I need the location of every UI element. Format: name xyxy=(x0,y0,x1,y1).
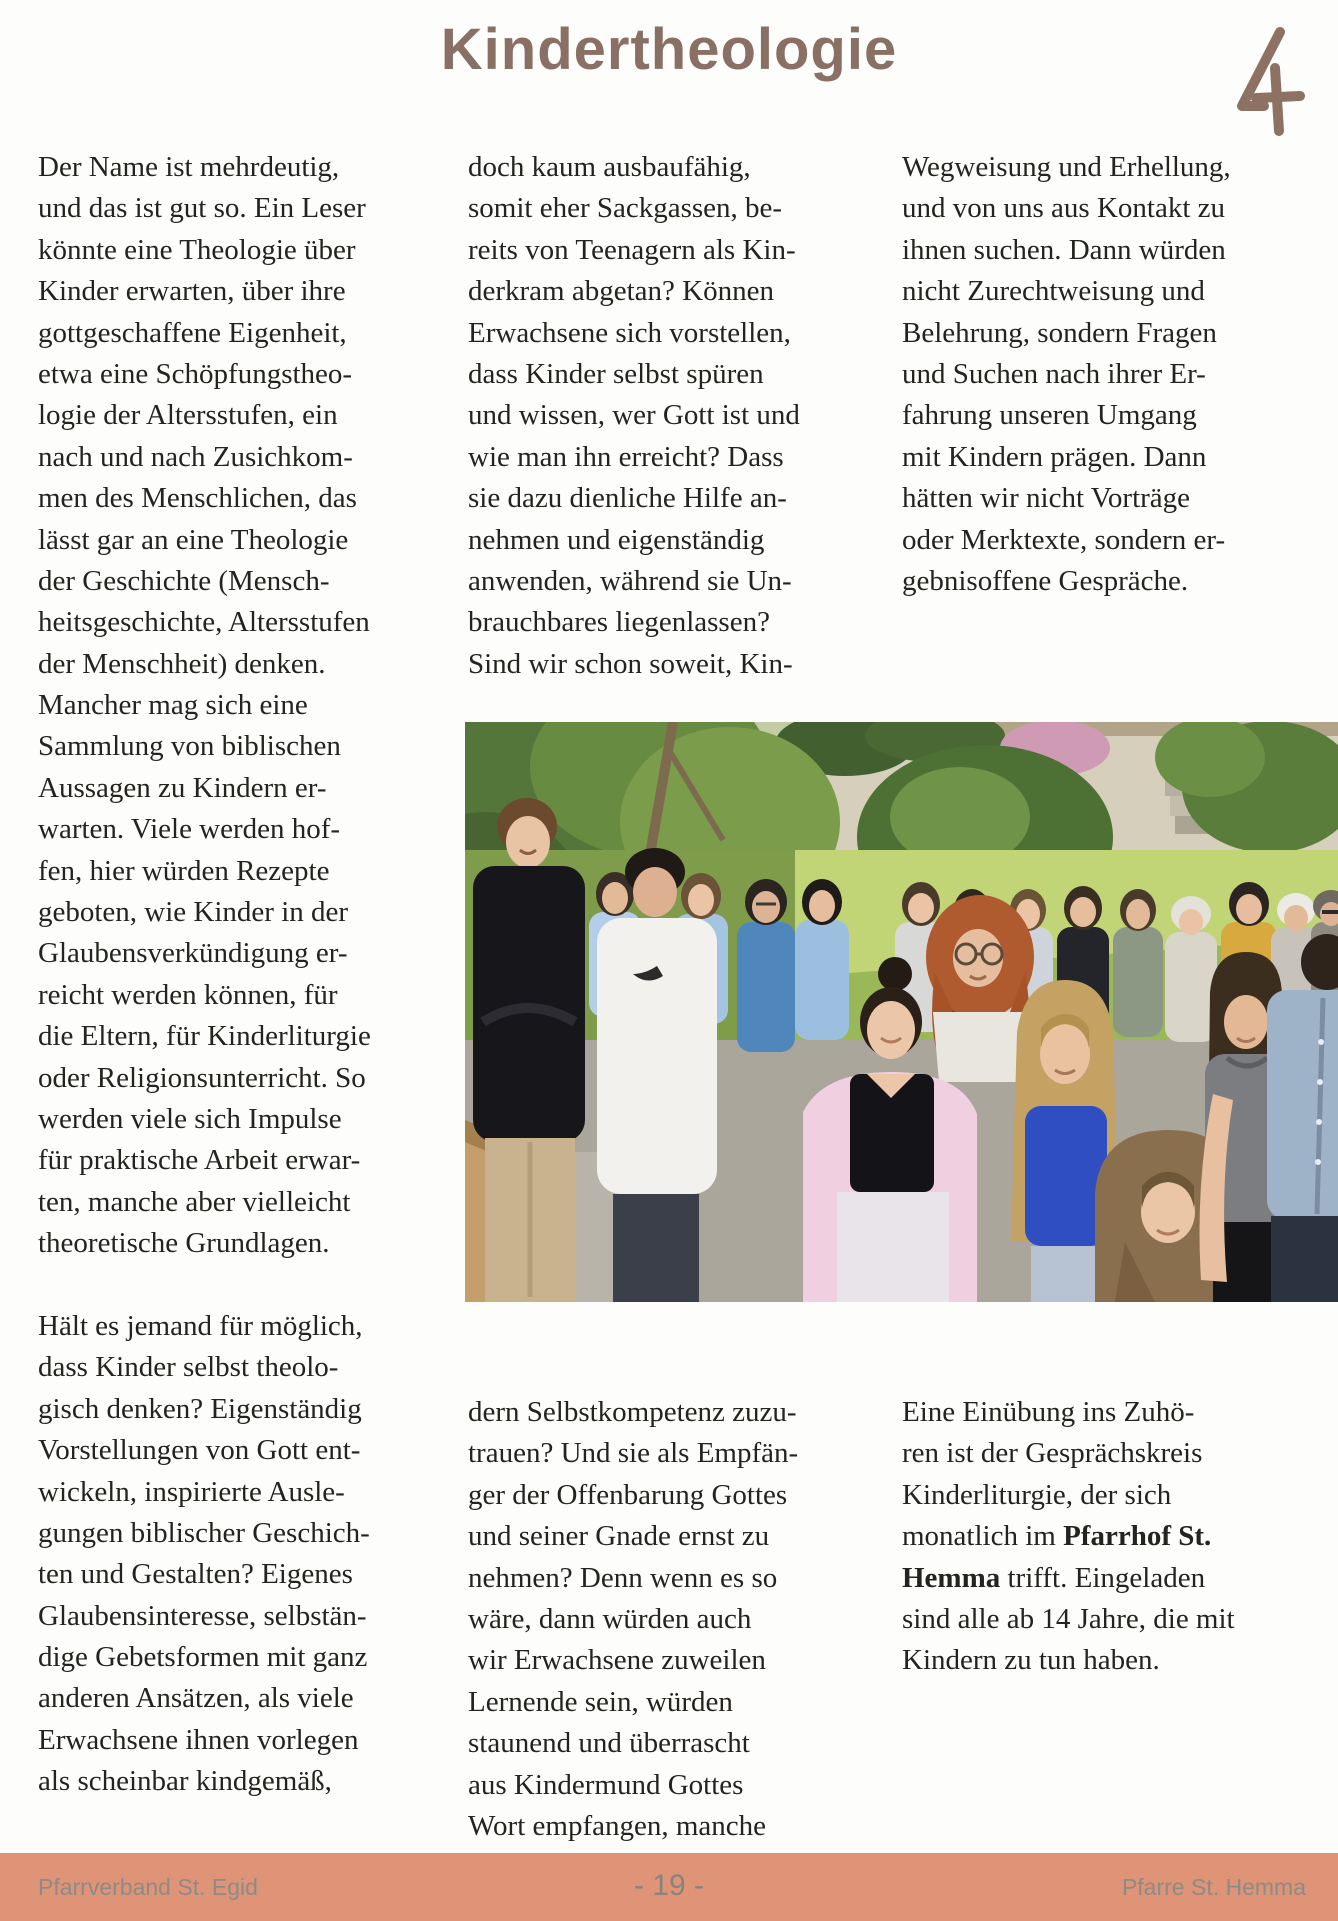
text-line: warten. Viele werden hof- xyxy=(38,813,341,846)
footer-bar xyxy=(0,1853,1338,1921)
text-line: nicht Zurechtweisung und xyxy=(902,275,1205,308)
text-line: sie dazu dienliche Hilfe an- xyxy=(468,482,787,515)
text-line: dern Selbstkompetenz zuzu- xyxy=(468,1396,797,1428)
text-line: könnte eine Theologie über xyxy=(38,233,356,266)
text-line: doch kaum ausbaufähig, xyxy=(468,151,751,183)
group-photo xyxy=(465,722,1338,1302)
text-line: Kinderliturgie, der sich xyxy=(902,1478,1172,1511)
text-line: ten und Gestalten? Eigenes xyxy=(38,1558,353,1591)
text-line: gebnisoffene Gespräche. xyxy=(902,564,1189,597)
text-line: nach und nach Zusichkom- xyxy=(38,440,353,473)
text-line: oder Religionsunterricht. So xyxy=(38,1061,366,1094)
footer-page-number: - 19 - xyxy=(633,1869,705,1902)
text-line: Wegweisung und Erhellung, xyxy=(902,151,1231,183)
text-line: Wort empfangen, manche xyxy=(468,1809,767,1842)
text-line: gungen biblischer Geschich- xyxy=(38,1516,370,1549)
text-line: brauchbares liegenlassen? xyxy=(468,606,770,639)
text-line: ihnen suchen. Dann würden xyxy=(902,233,1226,266)
text-line: reits von Teenagern als Kin- xyxy=(468,233,796,266)
text-line: ren ist der Gesprächskreis xyxy=(902,1437,1203,1470)
text-line: Mancher mag sich eine xyxy=(38,689,308,722)
text-line: dige Gebetsformen mit ganz xyxy=(38,1641,368,1674)
text-line: geboten, wie Kinder in der xyxy=(38,896,349,929)
text-line: Glaubensverkündigung er- xyxy=(38,937,348,970)
text-line: men des Menschlichen, das xyxy=(38,482,357,515)
text-line: Kinder erwarten, über ihre xyxy=(38,275,346,308)
paragraph-gap xyxy=(38,1265,438,1306)
text-line: Erwachsene ihnen vorlegen xyxy=(38,1723,359,1756)
text-line: nehmen und eigenständig xyxy=(468,523,765,556)
article-column-2-bottom xyxy=(468,1392,868,1847)
footer-parish-association: Pfarrverband St. Egid xyxy=(38,1874,258,1900)
text-line: dass Kinder selbst theolo- xyxy=(38,1351,339,1384)
text-line: etwa eine Schöpfungstheo- xyxy=(38,357,353,390)
text-line: Eine Einübung ins Zuhö- xyxy=(902,1396,1195,1428)
text-line: Kindern zu tun haben. xyxy=(902,1644,1160,1677)
text-line: wickeln, inspirierte Ausle- xyxy=(38,1475,345,1508)
text-line: somit eher Sackgassen, be- xyxy=(468,192,783,225)
text-line: und von uns aus Kontakt zu xyxy=(902,192,1225,225)
text-line: wie man ihn erreicht? Dass xyxy=(468,440,784,473)
text-line: gisch denken? Eigenständig xyxy=(38,1392,362,1425)
text-line: derkram abgetan? Können xyxy=(468,275,774,308)
text-line: reicht werden können, für xyxy=(38,978,338,1011)
text-line: staunend und überrascht xyxy=(468,1727,750,1760)
text-line: Hält es jemand für möglich, xyxy=(38,1309,363,1342)
page-corner-numeral-4-icon xyxy=(1228,26,1318,138)
text-line: heitsgeschichte, Altersstufen xyxy=(38,606,370,639)
text-line: und seiner Gnade ernst zu xyxy=(468,1520,770,1553)
text-line: Sind wir schon soweit, Kin- xyxy=(468,647,793,680)
text-line: als scheinbar kindgemäß, xyxy=(38,1765,332,1798)
text-line: Der Name ist mehrdeutig, xyxy=(38,151,340,183)
text-line: Hemma trifft. Eingeladen xyxy=(902,1561,1206,1594)
text-line: theoretische Grundlagen. xyxy=(38,1227,330,1260)
text-line: für praktische Arbeit erwar- xyxy=(38,1144,361,1177)
text-line: aus Kindermund Gottes xyxy=(468,1768,744,1801)
text-line: der Menschheit) denken. xyxy=(38,647,326,680)
text-line: hätten wir nicht Vorträge xyxy=(902,482,1191,515)
text-line: monatlich im Pfarrhof St. xyxy=(902,1520,1212,1553)
text-line: und wissen, wer Gott ist und xyxy=(468,399,800,432)
text-line: ger der Offenbarung Gottes xyxy=(468,1478,788,1511)
text-line: Vorstellungen von Gott ent- xyxy=(38,1434,361,1467)
article-column-3-top xyxy=(902,147,1306,602)
text-line: gottgeschaffene Eigenheit, xyxy=(38,316,347,349)
text-line: nehmen? Denn wenn es so xyxy=(468,1561,778,1594)
text-line: die Eltern, für Kinderliturgie xyxy=(38,1020,371,1053)
text-line: der Geschichte (Mensch- xyxy=(38,564,330,597)
text-line: trauen? Und sie als Empfän- xyxy=(468,1437,799,1470)
text-line: fen, hier würden Rezepte xyxy=(38,854,330,887)
text-line: anwenden, während sie Un- xyxy=(468,564,792,597)
text-line: und das ist gut so. Ein Leser xyxy=(38,192,366,225)
text-line: Glaubensinteresse, selbstän- xyxy=(38,1599,367,1632)
text-line: oder Merktexte, sondern er- xyxy=(902,523,1226,556)
person-boy-black-shirt xyxy=(473,798,585,1302)
text-line: Belehrung, sondern Fragen xyxy=(902,316,1217,349)
text-line: Erwachsene sich vorstellen, xyxy=(468,316,791,349)
text-line: sind alle ab 14 Jahre, die mit xyxy=(902,1602,1235,1635)
article-column-2-top xyxy=(468,147,868,685)
text-line: fahrung unseren Umgang xyxy=(902,399,1197,432)
text-line: anderen Ansätzen, als viele xyxy=(38,1682,354,1715)
text-line: wir Erwachsene zuweilen xyxy=(468,1644,766,1677)
text-line: Lernende sein, würden xyxy=(468,1685,733,1718)
text-line: mit Kindern prägen. Dann xyxy=(902,440,1207,473)
article-column-1 xyxy=(38,147,438,1803)
text-line: Sammlung von biblischen xyxy=(38,730,341,763)
text-line: logie der Altersstufen, ein xyxy=(38,399,338,432)
text-line: und Suchen nach ihrer Er- xyxy=(902,357,1206,390)
text-line: wäre, dann würden auch xyxy=(468,1602,752,1635)
text-line: lässt gar an eine Theologie xyxy=(38,523,349,556)
article-column-3-bottom xyxy=(902,1392,1306,1682)
footer-parish-name: Pfarre St. Hemma xyxy=(1121,1874,1306,1900)
text-line: Aussagen zu Kindern er- xyxy=(38,771,327,804)
text-line: werden viele sich Impulse xyxy=(38,1102,342,1135)
text-line: ten, manche aber vielleicht xyxy=(38,1185,351,1218)
text-line: dass Kinder selbst spüren xyxy=(468,357,764,390)
page-title: Kindertheologie xyxy=(440,17,898,82)
